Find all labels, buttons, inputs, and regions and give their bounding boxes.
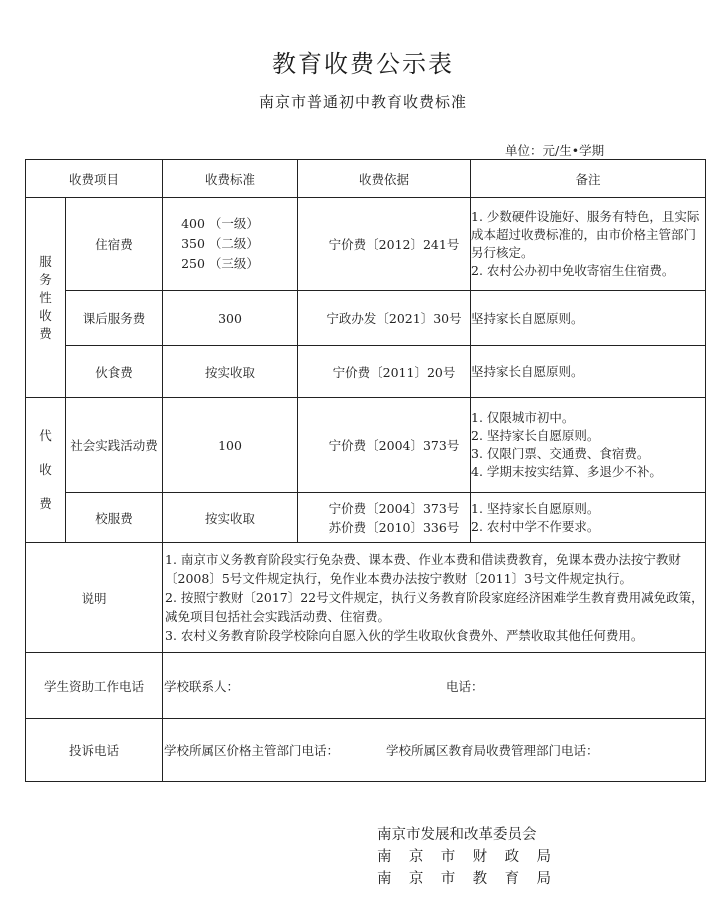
remark-line: 1. 少数硬件设施好、服务有特色，且实际成本超过收费标准的，由市价格主管部门另行核定。 [471,209,700,260]
fee-table [25,159,706,782]
page-title: 教育收费公示表 [272,50,454,78]
header-standard: 收费标准 [163,160,298,198]
phone-label: 电话： [446,678,484,694]
standard-line: 250 （三级） [181,256,259,271]
category-char: 性 [39,289,52,305]
table-row [26,198,706,291]
item-basis: 宁价费〔2004〕373号 [298,398,471,493]
aid-phone-label: 学生资助工作电话 [26,653,163,719]
header-item: 收费项目 [26,160,163,198]
item-name: 社会实践活动费 [66,398,163,493]
header-remarks: 备注 [471,160,706,198]
item-remarks: 坚持家长自愿原则。 [471,291,706,346]
table-row [26,398,706,493]
item-basis [298,493,471,543]
item-standard: 按实收取 [163,493,298,543]
category-char: 服 [39,253,52,269]
item-remarks [471,493,706,543]
basis-line: 宁价费〔2004〕373号 [328,500,460,516]
issuing-authorities [377,824,551,890]
complaint-phone-content [163,719,706,782]
table-header-row [26,160,706,198]
header-basis: 收费依据 [298,160,471,198]
remark-line: 2. 农村中学不作要求。 [471,518,600,534]
item-standard: 按实收取 [163,346,298,398]
category-char: 费 [39,325,52,341]
authority-char: 局 [536,849,551,865]
aid-phone-content [163,653,706,719]
authority-char: 教 [472,871,488,887]
category-char: 收 [39,307,52,323]
table-row [26,493,706,543]
remark-line: 1. 仅限城市初中。 [471,410,575,425]
complaint-phone-row [26,719,706,782]
table-row [26,346,706,398]
authority-drc: 南京市发展和改革委员会 [377,827,537,843]
item-standard: 100 [163,398,298,493]
item-basis: 宁价费〔2012〕241号 [298,198,471,291]
category-char: 务 [39,271,52,287]
explanation-line: 2. 按照宁教财〔2017〕22号文件规定，执行义务教育阶段家庭经济困难学生教育费用减免政策，减免项目包括社会实践活动费、住宿费。 [165,590,704,624]
authority-education [377,868,551,890]
basis-line: 苏价费〔2010〕336号 [328,519,460,535]
authority-char: 南 [377,849,392,865]
authority-char: 京 [408,871,424,887]
explanation-row [26,543,706,653]
explanation-line: 3. 农村义务教育阶段学校除向自愿入伙的学生收取伙食费外、严禁收取其他任何费用。 [165,628,644,643]
category-service-fees [26,198,66,398]
item-basis: 宁政办发〔2021〕30号 [298,291,471,346]
standard-line: 350 （二级） [181,236,259,251]
school-contact-label: 学校联系人： [164,678,240,694]
remark-line: 2. 坚持家长自愿原则。 [471,428,600,443]
category-char: 代 [39,428,52,443]
explanation-line: 1. 南京市义务教育阶段实行免杂费、课本费、作业本费和借读费教育，免课本费办法按宁教财〔2008〕5号文件规定执行，免作业本费办法按宁教财〔2011〕3号文件规定执行。 [165,552,681,586]
item-remarks: 坚持家长自愿原则。 [471,346,706,398]
remark-line: 3. 仅限门票、交通费、食宿费。 [471,446,650,461]
item-standard [163,198,298,291]
category-char: 收 [39,462,52,477]
aid-phone-row [26,653,706,719]
authority-finance [377,846,551,868]
category-char: 费 [39,496,52,511]
category-collected-fees [26,398,66,543]
authority-char: 市 [440,871,456,887]
authority-char: 育 [504,871,520,887]
edu-dept-phone-label: 学校所属区教育局收费管理部门电话： [386,743,599,758]
authority-char: 京 [408,849,424,865]
item-name: 伙食费 [66,346,163,398]
authority-char: 市 [440,849,456,865]
item-name: 课后服务费 [66,291,163,346]
authority-char: 财 [472,849,488,865]
item-standard: 300 [163,291,298,346]
remark-line: 2. 农村公办初中免收寄宿生住宿费。 [471,263,675,278]
item-name: 校服费 [66,493,163,543]
item-remarks [471,398,706,493]
authority-char: 局 [536,871,551,887]
price-dept-phone-label: 学校所属区价格主管部门电话： [164,743,340,758]
remark-line: 1. 坚持家长自愿原则。 [471,500,600,516]
page-subtitle: 南京市普通初中教育收费标准 [258,93,467,111]
complaint-phone-label: 投诉电话 [26,719,163,782]
table-row [26,291,706,346]
item-remarks [471,198,706,291]
item-name: 住宿费 [66,198,163,291]
explanation-content [163,543,706,653]
explanation-label: 说明 [26,543,163,653]
unit-label: 单位：元/生•学期 [505,143,605,158]
authority-char: 南 [377,871,392,887]
authority-char: 政 [504,849,520,865]
standard-line: 400 （一级） [181,216,259,231]
item-basis: 宁价费〔2011〕20号 [298,346,471,398]
remark-line: 4. 学期末按实结算、多退少不补。 [471,464,662,479]
